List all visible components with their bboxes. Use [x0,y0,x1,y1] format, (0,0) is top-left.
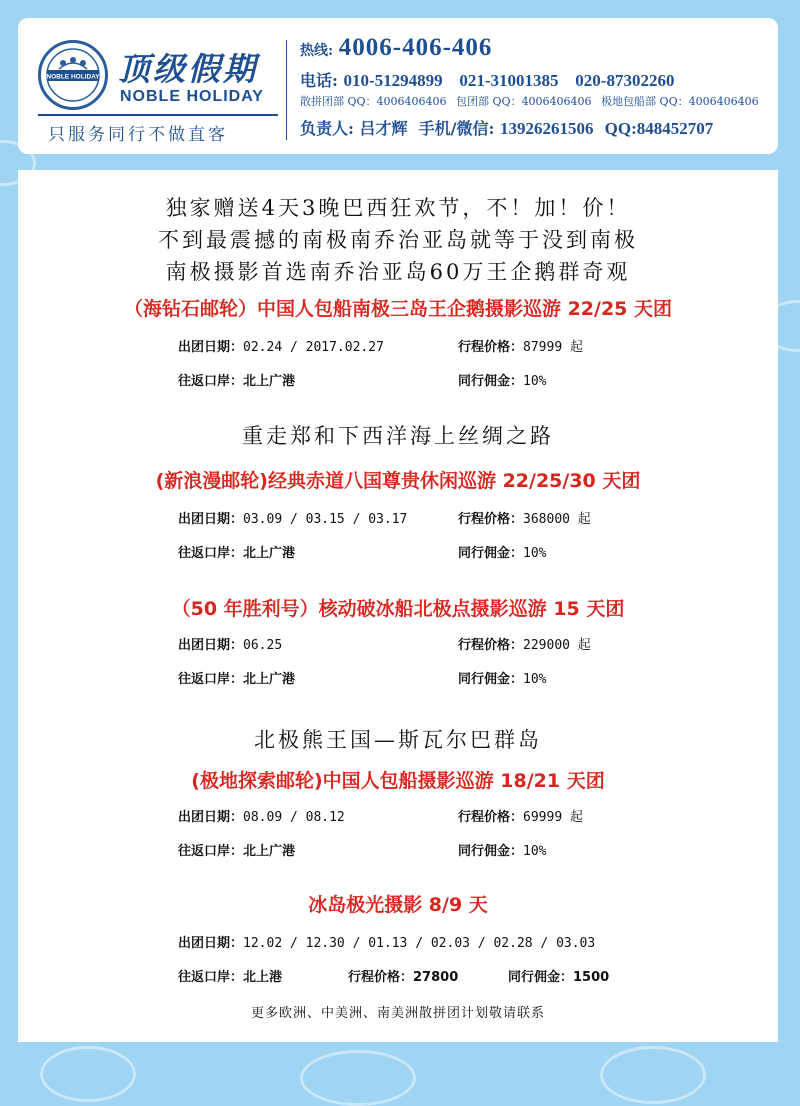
brand-slogan: 只服务同行不做直客 [48,125,228,145]
tour-price [458,336,583,355]
tour-port [178,542,295,561]
tour-dates [178,634,282,653]
department-qq-list [300,93,765,109]
tour-port [178,966,282,985]
port-value: 北上广港 [243,844,296,859]
price-label: 行程价格： [458,340,524,355]
intro-line: 南极摄影首选南乔治亚岛60万王企鹅群奇观 [165,260,631,284]
contact-person-name: 吕才辉 [359,119,408,138]
phone-numbers [300,68,674,91]
port-label: 往返口岸： [178,374,244,389]
price-label: 行程价格： [458,638,524,653]
dates-value: 06.25 [243,638,283,653]
port-label: 往返口岸： [178,672,244,687]
price-value: 368000 起 [523,512,591,527]
footer-note: 更多欧洲、中美洲、南美洲散拼团计划敬请联系 [250,1006,545,1021]
qq-number[interactable]: 848452707 [636,119,714,138]
commission-label: 同行佣金： [458,374,524,389]
tour-list-card [18,170,778,1042]
commission-label: 同行佣金： [458,672,524,687]
phone-number[interactable]: 020-87302260 [575,71,675,90]
contact-person [300,116,713,139]
tour-commission [458,370,547,389]
tour-price [458,508,591,527]
tour-dates [178,508,407,527]
tour-commission [458,668,547,687]
dates-label: 出团日期： [178,512,244,527]
price-value: 87999 起 [523,340,583,355]
port-value: 北上广港 [243,546,296,561]
dates-value: 08.09 / 08.12 [243,810,345,825]
dates-value: 12.02 / 12.30 / 01.13 / 02.03 / 02.28 / 03.03 [243,936,596,951]
hotline-number[interactable]: 4006-406-406 [338,34,493,61]
logo-divider [38,114,278,116]
seal-label: NOBLE HOLIDAY [46,73,100,81]
tour-title: （50 年胜利号）核动破冰船北极点摄影巡游 15 天团 [171,598,625,620]
section-headline: 北极熊王国—斯瓦尔巴群岛 [254,728,542,752]
tour-port [178,370,295,389]
background-cloud-ornament [600,1046,706,1104]
dates-label: 出团日期： [178,638,244,653]
tour-title: (极地探索邮轮)中国人包船摄影巡游 18/21 天团 [191,770,605,792]
tour-title: 冰岛极光摄影 8/9 天 [308,894,488,916]
phone-number[interactable]: 010-51294899 [343,71,443,90]
price-value: 229000 起 [523,638,591,653]
mobile-label: 手机/微信: [418,119,495,138]
dates-label: 出团日期： [178,810,244,825]
price-label: 行程价格： [458,810,524,825]
port-value: 北上广港 [243,374,296,389]
brand-name-cn: 顶级假期 [118,50,259,88]
price-label: 行程价格： [348,970,414,985]
price-value: 69999 起 [523,810,583,825]
qq-line: 散拼团部 QQ：4006406406 [300,95,447,108]
tour-dates [178,932,595,951]
commission-value: 10% [523,374,547,389]
intro-line: 不到最震撼的南极南乔治亚岛就等于没到南极 [158,228,638,252]
commission-value: 10% [523,844,547,859]
qq-label: QQ: [604,119,637,138]
price-label: 行程价格： [458,512,524,527]
logo-seal [38,40,108,110]
tour-title: （海钻石邮轮）中国人包船南极三岛王企鹅摄影巡游 22/25 天团 [123,298,673,320]
dates-label: 出团日期： [178,340,244,355]
tour-dates [178,336,384,355]
tour-title: (新浪漫邮轮)经典赤道八国尊贵休闲巡游 22/25/30 天团 [155,470,641,492]
phone-number[interactable]: 021-31001385 [459,71,559,90]
intro-line: 独家赠送4天3晚巴西狂欢节，不！加！价！ [165,196,631,220]
hotline [300,34,492,62]
tour-price [458,806,583,825]
tour-price [348,966,458,985]
noble-holiday-seal-icon [41,43,105,107]
tour-commission [508,966,609,985]
background-cloud-ornament [300,1050,416,1106]
dates-value: 02.24 / 2017.02.27 [243,340,384,355]
port-value: 北上港 [243,970,283,985]
tour-price [458,634,591,653]
commission-label: 同行佣金： [508,970,574,985]
background-cloud-ornament [40,1046,136,1102]
commission-label: 同行佣金： [458,546,524,561]
commission-label: 同行佣金： [458,844,524,859]
dates-label: 出团日期： [178,936,244,951]
tour-commission [458,840,547,859]
hotline-label: 热线: [300,43,334,59]
tour-port [178,668,295,687]
section-headline: 重走郑和下西洋海上丝绸之路 [242,424,554,448]
port-label: 往返口岸： [178,844,244,859]
header-divider [286,40,287,140]
mobile-number[interactable]: 13926261506 [500,119,594,138]
tour-dates [178,806,345,825]
tour-port [178,840,295,859]
tour-commission [458,542,547,561]
price-value: 27800 [413,970,459,985]
commission-value: 10% [523,546,547,561]
qq-line: 包团部 QQ：4006406406 [456,95,592,108]
port-value: 北上广港 [243,672,296,687]
header-card [18,18,778,154]
phone-label: 电话: [300,71,338,90]
brand-name-en: NOBLE HOLIDAY [120,88,264,105]
qq-line: 极地包船部 QQ：4006406406 [601,95,759,108]
port-label: 往返口岸： [178,546,244,561]
port-label: 往返口岸： [178,970,244,985]
dates-value: 03.09 / 03.15 / 03.17 [243,512,408,527]
contact-person-label: 负责人: [300,119,354,138]
commission-value: 10% [523,672,547,687]
commission-value: 1500 [573,970,610,985]
